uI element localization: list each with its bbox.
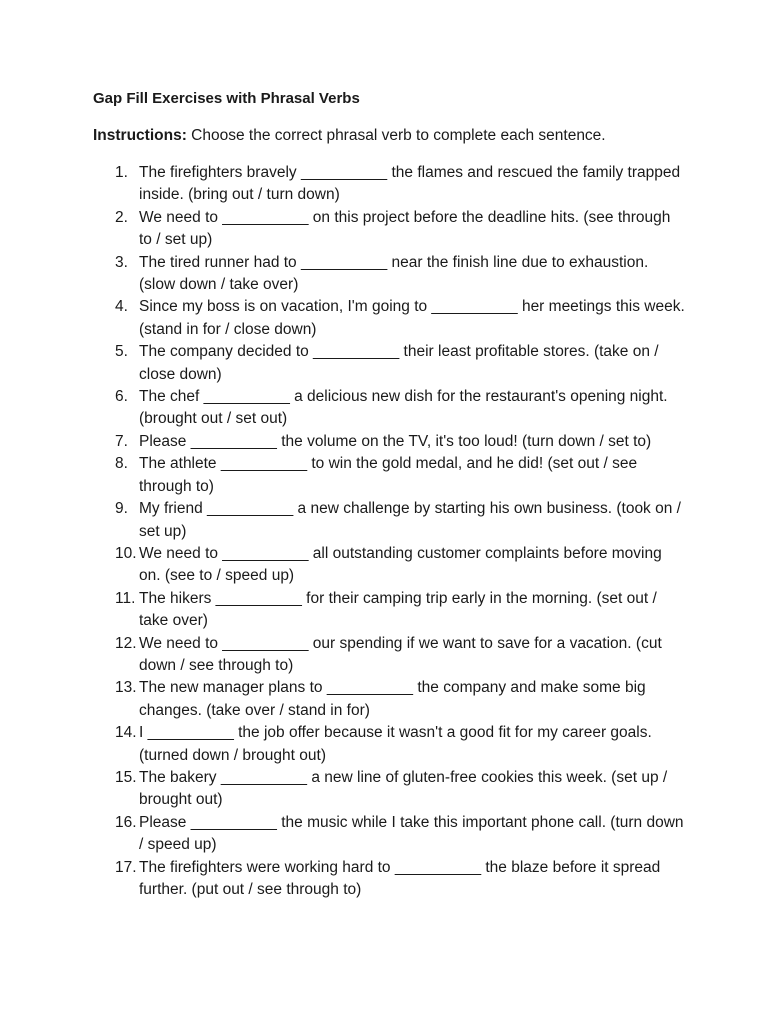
exercise-number: 17. — [115, 858, 137, 876]
exercise-text: The firefighters bravely __________ the flames and rescued the family trapped inside. (bring out / turn down) — [139, 164, 681, 204]
exercise-number: 15. — [115, 768, 137, 786]
exercise-number: 5. — [115, 343, 128, 361]
exercise-item — [115, 677, 685, 722]
exercise-number: 10. — [115, 544, 137, 562]
exercise-number: 12. — [115, 634, 137, 652]
exercise-number: 16. — [115, 813, 137, 831]
exercise-number: 13. — [115, 679, 137, 697]
instructions — [93, 126, 606, 146]
exercise-number: 1. — [115, 164, 128, 181]
exercise-item — [115, 453, 685, 498]
exercise-text: The company decided to __________ their least profitable stores. (take on / close down) — [139, 343, 659, 383]
exercise-item — [115, 162, 685, 207]
exercise-text: The chef __________ a delicious new dish for the restaurant's opening night. (brought out / set out) — [139, 388, 668, 428]
exercise-text: We need to __________ our spending if we want to save for a vacation. (cut down / see through to) — [139, 634, 662, 674]
exercise-text: The athlete __________ to win the gold medal, and he did! (set out / see through to) — [139, 455, 638, 495]
instructions-text: Choose the correct phrasal verb to complete each sentence. — [186, 127, 606, 144]
exercise-item — [115, 588, 685, 633]
exercise-item — [115, 767, 685, 812]
exercise-item — [115, 341, 685, 386]
exercise-text: The firefighters were working hard to __________ the blaze before it spread further. (put out / see through to) — [139, 858, 661, 898]
exercise-item — [115, 812, 685, 857]
exercise-item — [115, 543, 685, 588]
exercise-item — [115, 252, 685, 297]
exercise-item — [115, 296, 685, 341]
exercise-text: The bakery __________ a new line of gluten-free cookies this week. (set up / brought out) — [139, 768, 668, 809]
exercise-item — [115, 207, 685, 252]
exercise-item — [115, 722, 685, 767]
exercise-item — [115, 498, 685, 543]
exercise-text: I __________ the job offer because it wasn't a good fit for my career goals. (turned down / brought out) — [139, 724, 652, 764]
instructions-label: Instructions: — [93, 127, 187, 144]
exercise-text: The new manager plans to __________ the company and make some big changes. (take over / stand in for) — [139, 679, 646, 719]
exercise-item — [115, 431, 685, 453]
exercise-number: 6. — [115, 388, 128, 406]
exercise-number: 3. — [115, 253, 128, 271]
exercise-text: We need to __________ all outstanding customer complaints before moving on. (see to / speed up) — [139, 544, 662, 585]
exercise-item — [115, 857, 685, 902]
exercise-text: The tired runner had to __________ near the finish line due to exhaustion. (slow down / take over) — [139, 253, 649, 294]
exercise-text: Since my boss is on vacation, I'm going to __________ her meetings this week. (stand in for / close down) — [139, 298, 685, 338]
exercise-number: 14. — [115, 724, 137, 742]
exercise-list — [115, 162, 685, 901]
exercise-number: 9. — [115, 500, 128, 518]
exercise-number: 8. — [115, 455, 128, 473]
exercise-number: 4. — [115, 298, 128, 316]
exercise-text: The hikers __________ for their camping trip early in the morning. (set out / take over) — [139, 589, 657, 630]
exercise-number: 2. — [115, 208, 128, 226]
exercise-item — [115, 386, 685, 431]
exercise-text: Please __________ the volume on the TV, it's too loud! (turn down / set to) — [139, 432, 652, 450]
exercise-text: Please __________ the music while I take this important phone call. (turn down / speed up) — [139, 813, 684, 854]
exercise-item — [115, 633, 685, 678]
exercise-number: 11. — [115, 589, 136, 607]
exercise-text: My friend __________ a new challenge by starting his own business. (took on / set up) — [139, 500, 681, 540]
document-title: Gap Fill Exercises with Phrasal Verbs — [93, 90, 360, 107]
exercise-text: We need to __________ on this project before the deadline hits. (see through to / set up) — [139, 208, 671, 249]
exercise-number: 7. — [115, 432, 128, 450]
